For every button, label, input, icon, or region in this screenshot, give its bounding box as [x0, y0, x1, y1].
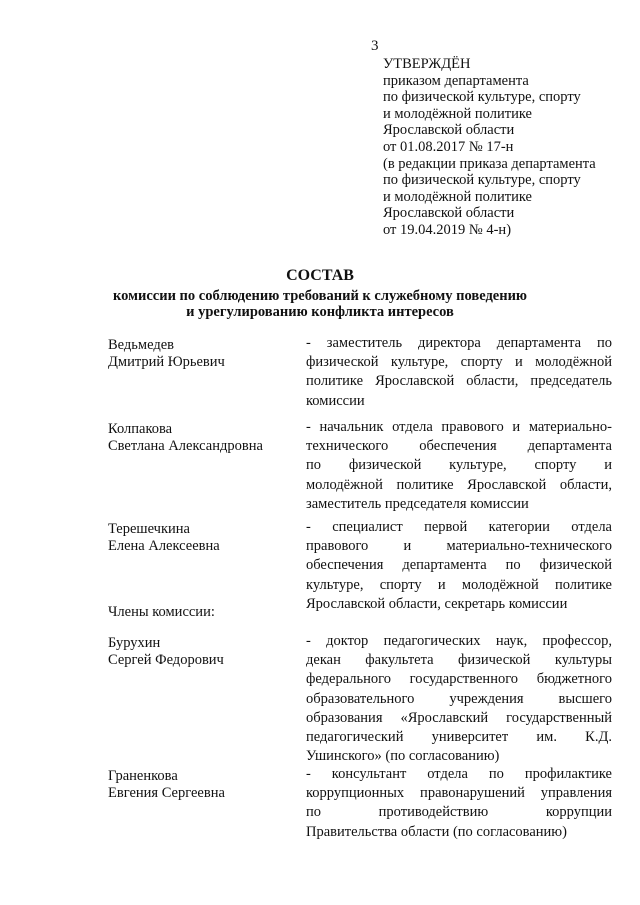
approval-line: от 01.08.2017 № 17-н [383, 138, 514, 155]
role-line: технического обеспечения департамента [306, 438, 612, 455]
role-line: декан факультета физической культуры [306, 652, 612, 669]
document-title: СОСТАВ [286, 267, 354, 284]
member-given-names: Сергей Федорович [108, 651, 224, 668]
member-role [306, 418, 612, 514]
member-role [306, 518, 612, 614]
document-subtitle-line-1: комиссии по соблюдению требований к служебному поведению [112, 288, 528, 304]
member-surname: Терешечкина [108, 521, 190, 537]
role-line: Правительства области (по согласованию) [306, 823, 567, 840]
role-line: - доктор педагогических наук, профессор, [306, 633, 612, 649]
approval-line: и молодёжной политике [383, 188, 532, 205]
role-line: образования «Ярославский государственный [306, 709, 612, 726]
role-line: заместитель председателя комиссии [306, 495, 529, 512]
role-line: коррупционных правонарушений управления [306, 785, 612, 802]
approval-stamp [383, 56, 623, 239]
role-line: по физической культуре, спорту и [306, 457, 612, 474]
member-surname: Бурухин [108, 635, 161, 651]
role-line: политике Ярославской области, председатель [306, 373, 612, 390]
member-given-names: Светлана Александровна [108, 437, 263, 454]
role-line: - специалист первой категории отдела [306, 519, 612, 535]
member-role [306, 632, 612, 766]
member-name [108, 521, 220, 554]
role-line: образовательного учреждения высшего [306, 690, 612, 707]
member-role [306, 765, 612, 842]
approval-line: по физической культуре, спорту [383, 89, 581, 106]
role-line: правового и материально-технического [306, 538, 612, 555]
role-line: Ушинского» (по согласованию) [306, 748, 500, 765]
approval-line: Ярославской области [383, 205, 515, 222]
document-subtitle-line-2: и урегулированию конфликта интересов [186, 304, 454, 320]
role-line: федерального государственного бюджетного [306, 671, 612, 688]
approval-line: Ярославской области [383, 122, 515, 139]
member-surname: Граненкова [108, 768, 178, 784]
member-name [108, 768, 225, 801]
member-name [108, 421, 263, 454]
role-line: - начальник отдела правового и материально- [306, 419, 612, 435]
role-line: Ярославской области, секретарь комиссии [306, 595, 568, 612]
role-line: педагогический университет им. К.Д. [306, 729, 612, 746]
member-surname: Ведьмедев [108, 337, 174, 353]
role-line: комиссии [306, 392, 365, 409]
role-line: - заместитель директора департамента по [306, 335, 612, 351]
role-line: физической культуре, спорту и молодёжной [306, 354, 612, 371]
approval-line: от 19.04.2019 № 4-н) [383, 221, 512, 238]
approval-line: по физической культуре, спорту [383, 172, 581, 189]
member-role [306, 334, 612, 411]
approval-line: УТВЕРЖДЁН [383, 56, 471, 72]
member-given-names: Елена Алексеевна [108, 537, 220, 554]
role-line: по противодействию коррупции [306, 804, 612, 821]
member-given-names: Дмитрий Юрьевич [108, 353, 225, 370]
approval-line: и молодёжной политике [383, 105, 532, 122]
page-number: 3 [371, 38, 379, 54]
role-line: молодёжной политике Ярославской области, [306, 476, 612, 493]
role-line: - консультант отдела по профилактике [306, 766, 612, 782]
approval-line: приказом департамента [383, 72, 529, 89]
members-section-label: Члены комиссии: [108, 604, 215, 620]
approval-line: (в редакции приказа департамента [383, 155, 596, 172]
member-surname: Колпакова [108, 421, 173, 437]
role-line: обеспечения департамента по физической [306, 557, 612, 574]
member-given-names: Евгения Сергеевна [108, 784, 225, 801]
role-line: культуре, спорту и молодёжной политике [306, 576, 612, 593]
member-name [108, 635, 224, 668]
member-name [108, 337, 225, 370]
